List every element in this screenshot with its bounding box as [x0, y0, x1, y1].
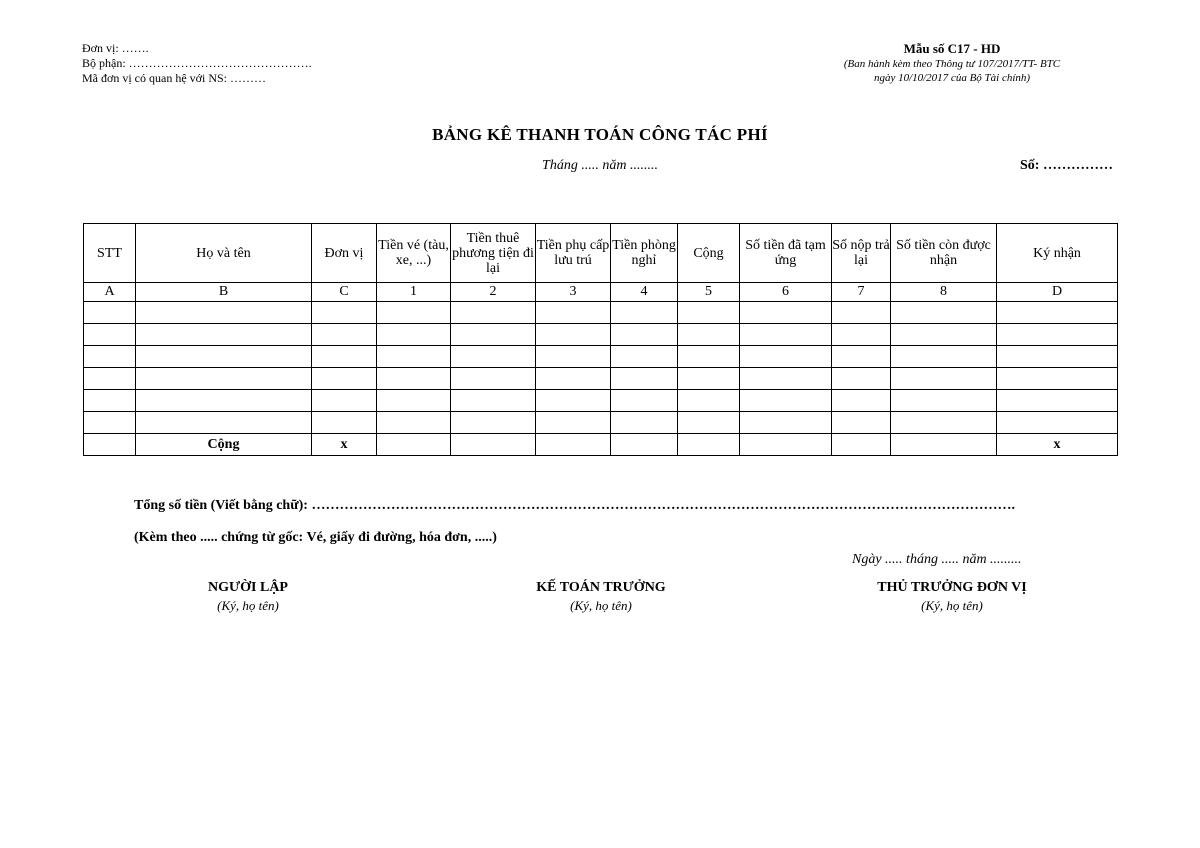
col-code: 5: [678, 283, 740, 302]
col-header-sum: Cộng: [678, 224, 740, 283]
col-header-stt: STT: [84, 224, 136, 283]
col-code: B: [136, 283, 312, 302]
table-cell: [536, 412, 611, 434]
col-code: 7: [832, 283, 891, 302]
table-cell: [451, 324, 536, 346]
table-cell: [740, 324, 832, 346]
table-cell: [84, 390, 136, 412]
col-header-remaining: Số tiền còn được nhận: [891, 224, 997, 283]
table-cell: [891, 324, 997, 346]
table-cell: [891, 346, 997, 368]
total-cell: [832, 434, 891, 456]
col-header-room: Tiền phòng nghỉ: [611, 224, 678, 283]
table-cell: [678, 390, 740, 412]
table-cell: [136, 324, 312, 346]
col-header-allowance: Tiền phụ cấp lưu trú: [536, 224, 611, 283]
table-cell: [451, 412, 536, 434]
col-code: 3: [536, 283, 611, 302]
table-row: [84, 324, 1118, 346]
table-cell: [84, 346, 136, 368]
document-title: BẢNG KÊ THANH TOÁN CÔNG TÁC PHÍ: [432, 125, 768, 144]
total-cell: [891, 434, 997, 456]
table-cell: [451, 390, 536, 412]
table-cell: [678, 368, 740, 390]
col-code: A: [84, 283, 136, 302]
signature-hint: (Ký, họ tên): [570, 598, 632, 613]
table-cell: [832, 302, 891, 324]
table-cell: [451, 302, 536, 324]
budget-code-line: Mã đơn vị có quan hệ với NS: ………: [82, 71, 267, 85]
table-cell: [136, 302, 312, 324]
col-header-ticket: Tiền vé (tàu, xe, ...): [377, 224, 451, 283]
signature-hint: (Ký, họ tên): [921, 598, 983, 613]
table-header-row: [84, 224, 1118, 283]
col-header-name: Họ và tên: [136, 224, 312, 283]
attachments-line: (Kèm theo ..... chứng từ gốc: Vé, giấy đi đường, hóa đơn, .....): [134, 530, 497, 545]
table-cell: [136, 412, 312, 434]
department-line: Bộ phận: ……………………………………….: [82, 56, 312, 70]
table-cell: [451, 368, 536, 390]
table-cell: [611, 412, 678, 434]
table-cell: [312, 412, 377, 434]
table-cell: [832, 324, 891, 346]
col-header-transport: Tiền thuê phương tiện đi lại: [451, 224, 536, 283]
col-code: 8: [891, 283, 997, 302]
table-cell: [740, 412, 832, 434]
table-cell: [312, 302, 377, 324]
table-cell: [678, 412, 740, 434]
table-cell: [312, 346, 377, 368]
payment-table: [83, 223, 1118, 456]
table-cell: [536, 346, 611, 368]
table-cell: [536, 324, 611, 346]
table-cell: [136, 390, 312, 412]
table-cell: [377, 390, 451, 412]
table-cell: [84, 368, 136, 390]
total-cell: [740, 434, 832, 456]
signature-preparer: [128, 580, 368, 614]
table-cell: [678, 346, 740, 368]
table-cell: [832, 346, 891, 368]
signature-role: NGƯỜI LẬP: [208, 580, 288, 595]
table-cell: [312, 368, 377, 390]
table-cell: [891, 368, 997, 390]
table-cell: [891, 302, 997, 324]
col-code: 6: [740, 283, 832, 302]
table-cell: [678, 324, 740, 346]
document-number: Số: ……………: [1020, 158, 1113, 173]
table-cell: [832, 412, 891, 434]
table-cell: [611, 324, 678, 346]
table-cell: [832, 390, 891, 412]
col-code: C: [312, 283, 377, 302]
table-cell: [678, 302, 740, 324]
table-cell: [611, 346, 678, 368]
form-code-block: [800, 41, 1104, 85]
table-cell: [997, 390, 1118, 412]
table-cell: [611, 302, 678, 324]
total-cell: [678, 434, 740, 456]
table-cell: [136, 346, 312, 368]
total-cell: [611, 434, 678, 456]
date-line: Ngày ..... tháng ..... năm .........: [852, 552, 1022, 567]
col-code: 4: [611, 283, 678, 302]
table-cell: [451, 346, 536, 368]
col-code: D: [997, 283, 1118, 302]
table-cell: [611, 390, 678, 412]
table-row: [84, 346, 1118, 368]
table-row: [84, 302, 1118, 324]
total-cell: [451, 434, 536, 456]
table-cell: [832, 368, 891, 390]
total-sign-mark: x: [997, 434, 1118, 456]
table-cell: [377, 368, 451, 390]
table-cell: [997, 324, 1118, 346]
table-cell: [740, 302, 832, 324]
table-cell: [997, 346, 1118, 368]
issued-by-note: (Ban hành kèm theo Thông tư 107/2017/TT- BTC: [843, 58, 1061, 70]
signature-chief-accountant: [481, 580, 721, 614]
signature-role: THỦ TRƯỞNG ĐƠN VỊ: [877, 580, 1027, 595]
total-unit-mark: x: [312, 434, 377, 456]
total-cell: [536, 434, 611, 456]
total-cell: [377, 434, 451, 456]
col-header-signature: Ký nhận: [997, 224, 1118, 283]
table-body: [84, 302, 1118, 456]
table-cell: [136, 368, 312, 390]
table-cell: [997, 302, 1118, 324]
col-header-returned: Số nộp trả lại: [832, 224, 891, 283]
table-cell: [997, 368, 1118, 390]
table-row: [84, 368, 1118, 390]
table-cell: [84, 412, 136, 434]
total-cell: [84, 434, 136, 456]
table-code-row: [84, 283, 1118, 302]
signature-head-of-unit: [832, 580, 1072, 614]
table-cell: [740, 346, 832, 368]
table-row: [84, 390, 1118, 412]
col-code: 2: [451, 283, 536, 302]
table-cell: [84, 324, 136, 346]
table-cell: [740, 368, 832, 390]
table-cell: [536, 368, 611, 390]
table-cell: [312, 324, 377, 346]
table-row: [84, 412, 1118, 434]
table-cell: [84, 302, 136, 324]
total-label: Cộng: [136, 434, 312, 456]
issued-date-note: ngày 10/10/2017 của Bộ Tài chính): [873, 72, 1031, 84]
table-cell: [536, 302, 611, 324]
table-cell: [536, 390, 611, 412]
period-line: Tháng ..... năm ........: [542, 158, 658, 173]
total-in-words: Tổng số tiền (Viết bằng chữ): …………………………………………………………………………………………………………………………………….: [134, 498, 1015, 513]
col-code: 1: [377, 283, 451, 302]
table-cell: [740, 390, 832, 412]
form-code: Mẫu số C17 - HD: [903, 41, 1001, 56]
signature-role: KẾ TOÁN TRƯỞNG: [536, 580, 666, 595]
table-cell: [997, 412, 1118, 434]
table-cell: [377, 412, 451, 434]
col-header-unit: Đơn vị: [312, 224, 377, 283]
unit-info-block: [82, 41, 312, 86]
table-cell: [377, 302, 451, 324]
table-cell: [377, 346, 451, 368]
table-total-row: [84, 434, 1118, 456]
table-cell: [312, 390, 377, 412]
col-header-advanced: Số tiền đã tạm ứng: [740, 224, 832, 283]
table-cell: [611, 368, 678, 390]
table-cell: [891, 412, 997, 434]
unit-line: Đơn vị: …….: [82, 41, 149, 55]
signature-hint: (Ký, họ tên): [217, 598, 279, 613]
table-cell: [377, 324, 451, 346]
table-cell: [891, 390, 997, 412]
